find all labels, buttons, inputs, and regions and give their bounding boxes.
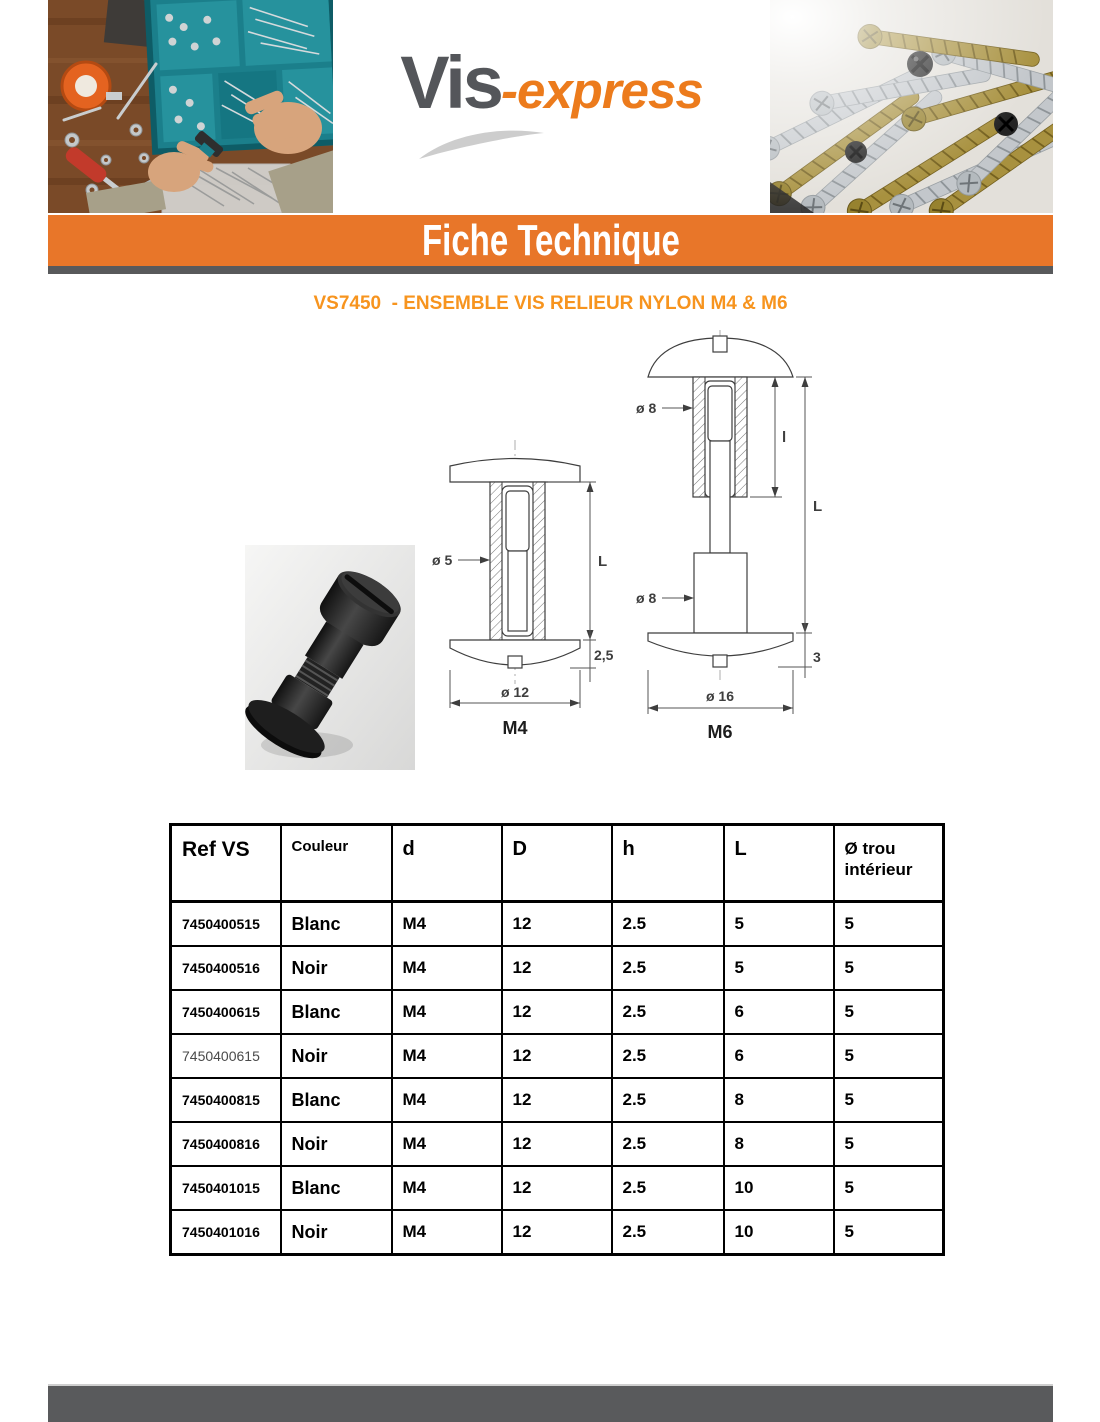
cell-D: 12	[502, 990, 612, 1034]
cell-h: 2.5	[612, 946, 724, 990]
cell-d: M4	[392, 1166, 502, 1210]
m6-sleeve-dia-label: ø 8	[636, 400, 657, 416]
product-subtitle: VS7450 - ENSEMBLE VIS RELIEUR NYLON M4 & M6	[313, 293, 788, 314]
banner-underline	[48, 266, 1053, 274]
header-L: L	[724, 825, 834, 902]
m4-head-dia-label: ø 12	[500, 684, 530, 700]
m6-head-thickness-label: 3	[813, 649, 821, 665]
header-h: h	[612, 825, 724, 902]
logo-text-main: Vis	[400, 41, 501, 124]
cell-d: M4	[392, 1122, 502, 1166]
cell-trou: 5	[834, 990, 944, 1034]
cell-h: 2.5	[612, 1122, 724, 1166]
cell-h: 2.5	[612, 1034, 724, 1078]
m6-barrel-dia-label: ø 8	[636, 590, 657, 606]
cell-trou: 5	[834, 902, 944, 947]
cell-trou: 5	[834, 946, 944, 990]
cell-D: 12	[502, 1034, 612, 1078]
m6-caption: M6	[707, 722, 733, 742]
table-header-row	[171, 825, 944, 902]
cell-couleur: Blanc	[281, 902, 392, 947]
table-row	[171, 902, 944, 947]
m4-length-label: L	[598, 553, 608, 570]
spec-table	[169, 823, 945, 1256]
cell-h: 2.5	[612, 1166, 724, 1210]
cell-L: 6	[724, 1034, 834, 1078]
cell-d: M4	[392, 1034, 502, 1078]
cell-ref: 7450401015	[171, 1166, 281, 1210]
m6-length-label: L	[813, 498, 823, 515]
banner-title: Fiche Technique	[421, 216, 680, 265]
logo-wordmark	[333, 40, 770, 125]
cell-d: M4	[392, 1078, 502, 1122]
table-row	[171, 990, 944, 1034]
cell-ref: 7450400816	[171, 1122, 281, 1166]
m6-thread-length-label: l	[782, 429, 787, 446]
cell-trou: 5	[834, 1078, 944, 1122]
cell-d: M4	[392, 1210, 502, 1255]
cell-ref: 7450400516	[171, 946, 281, 990]
cell-trou: 5	[834, 1210, 944, 1255]
cell-couleur: Noir	[281, 1122, 392, 1166]
m4-inner-dia-label: ø 5	[432, 552, 453, 568]
m6-head-dia-label: ø 16	[705, 688, 735, 704]
table-row	[171, 946, 944, 990]
cell-D: 12	[502, 1166, 612, 1210]
m6-technical-drawing	[628, 330, 838, 745]
banner	[48, 215, 1053, 266]
cell-h: 2.5	[612, 990, 724, 1034]
workbench-photo	[48, 0, 333, 213]
cell-h: 2.5	[612, 1210, 724, 1255]
cell-L: 5	[724, 902, 834, 947]
header-couleur: Couleur	[281, 825, 392, 902]
cell-couleur: Blanc	[281, 990, 392, 1034]
table-row	[171, 1078, 944, 1122]
cell-couleur: Blanc	[281, 1078, 392, 1122]
header-D: D	[502, 825, 612, 902]
cell-trou: 5	[834, 1034, 944, 1078]
cell-couleur: Noir	[281, 1034, 392, 1078]
m4-caption: M4	[502, 718, 528, 738]
cell-ref: 7450400615	[171, 990, 281, 1034]
cell-ref: 7450400615	[171, 1034, 281, 1078]
logo	[333, 0, 770, 213]
m4-head-thickness-label: 2,5	[594, 647, 614, 663]
cell-L: 10	[724, 1166, 834, 1210]
cell-L: 6	[724, 990, 834, 1034]
cell-D: 12	[502, 902, 612, 947]
cell-d: M4	[392, 902, 502, 947]
cell-ref: 7450400515	[171, 902, 281, 947]
m4-technical-drawing	[420, 438, 620, 740]
header-d: d	[392, 825, 502, 902]
header-ref: Ref VS	[171, 825, 281, 902]
table-row	[171, 1034, 944, 1078]
table-body	[171, 902, 944, 1255]
cell-ref: 7450400815	[171, 1078, 281, 1122]
screws-pile-photo	[770, 0, 1053, 213]
header-trou: Ø trou intérieur	[834, 825, 944, 902]
cell-trou: 5	[834, 1166, 944, 1210]
cell-couleur: Noir	[281, 1210, 392, 1255]
cell-couleur: Noir	[281, 946, 392, 990]
table-row	[171, 1166, 944, 1210]
cell-L: 8	[724, 1122, 834, 1166]
cell-D: 12	[502, 1210, 612, 1255]
table-row	[171, 1210, 944, 1255]
cell-L: 8	[724, 1078, 834, 1122]
cell-couleur: Blanc	[281, 1166, 392, 1210]
cell-L: 5	[724, 946, 834, 990]
cell-d: M4	[392, 990, 502, 1034]
cell-D: 12	[502, 1078, 612, 1122]
product-photo	[245, 545, 415, 770]
cell-d: M4	[392, 946, 502, 990]
table-row	[171, 1122, 944, 1166]
footer-bar	[48, 1384, 1053, 1422]
cell-ref: 7450401016	[171, 1210, 281, 1255]
logo-text-suffix: -express	[500, 62, 703, 119]
cell-trou: 5	[834, 1122, 944, 1166]
logo-swoosh-icon	[416, 126, 548, 166]
cell-D: 12	[502, 946, 612, 990]
cell-L: 10	[724, 1210, 834, 1255]
cell-h: 2.5	[612, 902, 724, 947]
cell-D: 12	[502, 1122, 612, 1166]
cell-h: 2.5	[612, 1078, 724, 1122]
